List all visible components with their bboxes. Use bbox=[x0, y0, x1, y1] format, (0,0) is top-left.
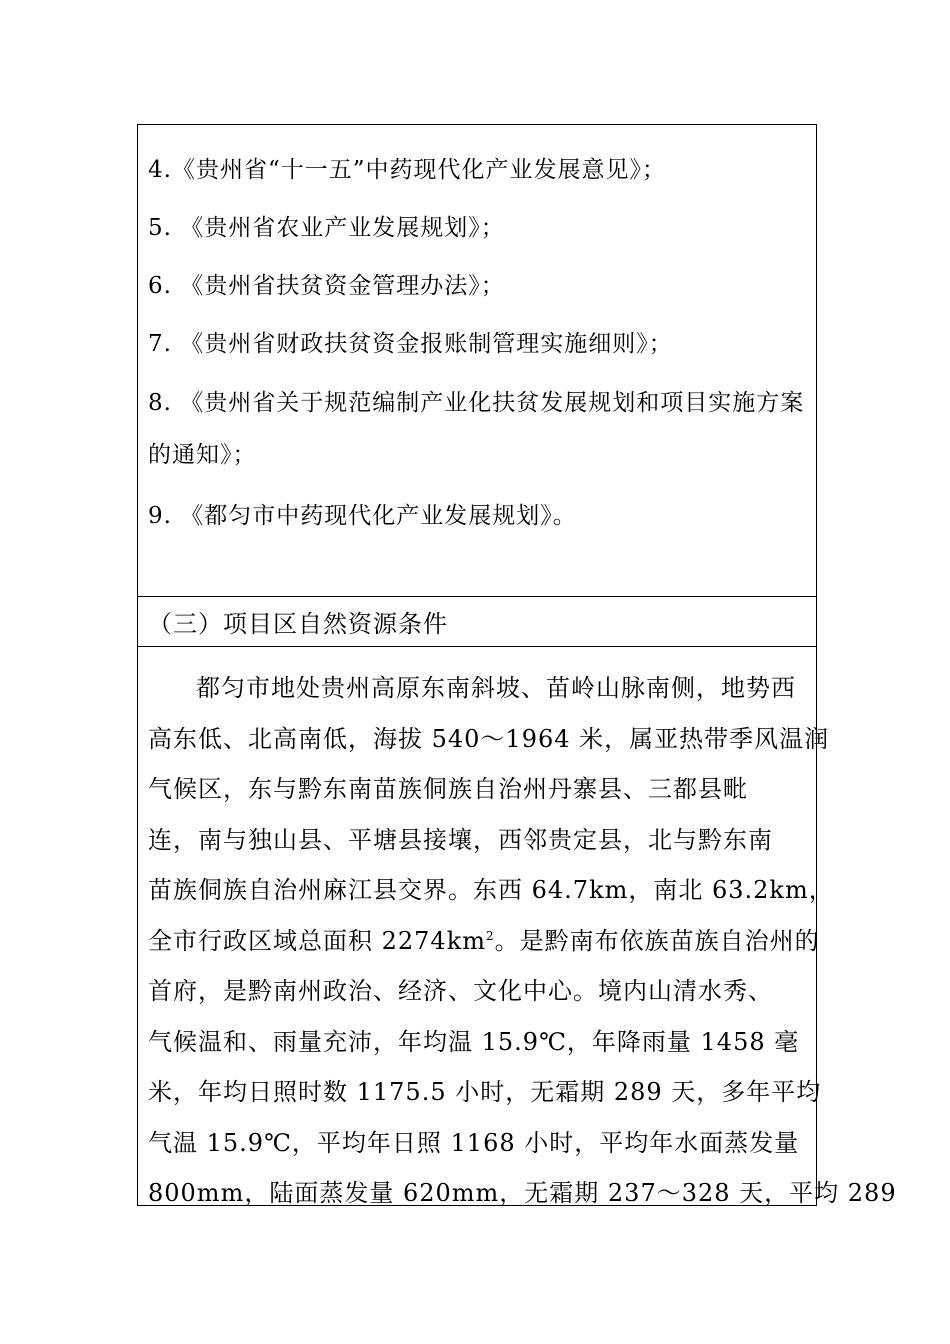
area-text-tail: 。是黔南布依族苗族自治州的 bbox=[494, 926, 820, 955]
body-line: 连，南与独山县、平塘县接壤，西邻贵定县，北与黔东南 bbox=[148, 825, 773, 854]
reference-list bbox=[138, 125, 816, 597]
list-item: 7. 《贵州省财政扶贫资金报账制管理实施细则》； bbox=[148, 331, 673, 357]
body-line: 苗族侗族自治州麻江县交界。东西 64.7km，南北 63.2km， bbox=[148, 876, 834, 904]
body-line: 米，年均日照时数 1175.5 小时，无霜期 289 天，多年平均 bbox=[148, 1078, 822, 1106]
section-heading: （三）项目区自然资源条件 bbox=[148, 610, 448, 638]
body-line: 800mm，陆面蒸发量 620mm，无霜期 237～328 天，平均 289 bbox=[148, 1179, 897, 1207]
list-item: 5. 《贵州省农业产业发展规划》； bbox=[148, 215, 505, 241]
area-superscript: 2 bbox=[486, 928, 495, 943]
section-body bbox=[138, 647, 897, 1207]
list-item: 8. 《贵州省关于规范编制产业化扶贫发展规划和项目实施方案的通知》； bbox=[148, 390, 805, 468]
body-line-area bbox=[148, 916, 820, 967]
body-line: 气候区，东与黔东南苗族侗族自治州丹寨县、三都县毗 bbox=[148, 775, 748, 803]
document-table bbox=[137, 124, 897, 1207]
list-item: 9. 《都匀市中药现代化产业发展规划》。 bbox=[148, 503, 577, 529]
body-line: 都匀市地处贵州高原东南斜坡、苗岭山脉南侧，地势西 bbox=[196, 674, 796, 702]
area-text: 全市行政区域总面积 2274km bbox=[148, 926, 487, 955]
body-line: 高东低、北高南低，海拔 540～1964 米，属亚热带季风温润 bbox=[148, 724, 830, 753]
list-item: 6. 《贵州省扶贫资金管理办法》； bbox=[148, 273, 505, 299]
section-heading-row bbox=[138, 597, 816, 647]
body-line: 气温 15.9℃，平均年日照 1168 小时，平均年水面蒸发量 bbox=[148, 1128, 800, 1157]
body-line: 首府，是黔南州政治、经济、文化中心。境内山清水秀、 bbox=[148, 977, 773, 1005]
body-line: 气候温和、雨量充沛，年均温 15.9℃，年降雨量 1458 毫 bbox=[148, 1027, 800, 1056]
list-item: 4.《贵州省“十一五”中药现代化产业发展意见》； bbox=[148, 157, 666, 183]
